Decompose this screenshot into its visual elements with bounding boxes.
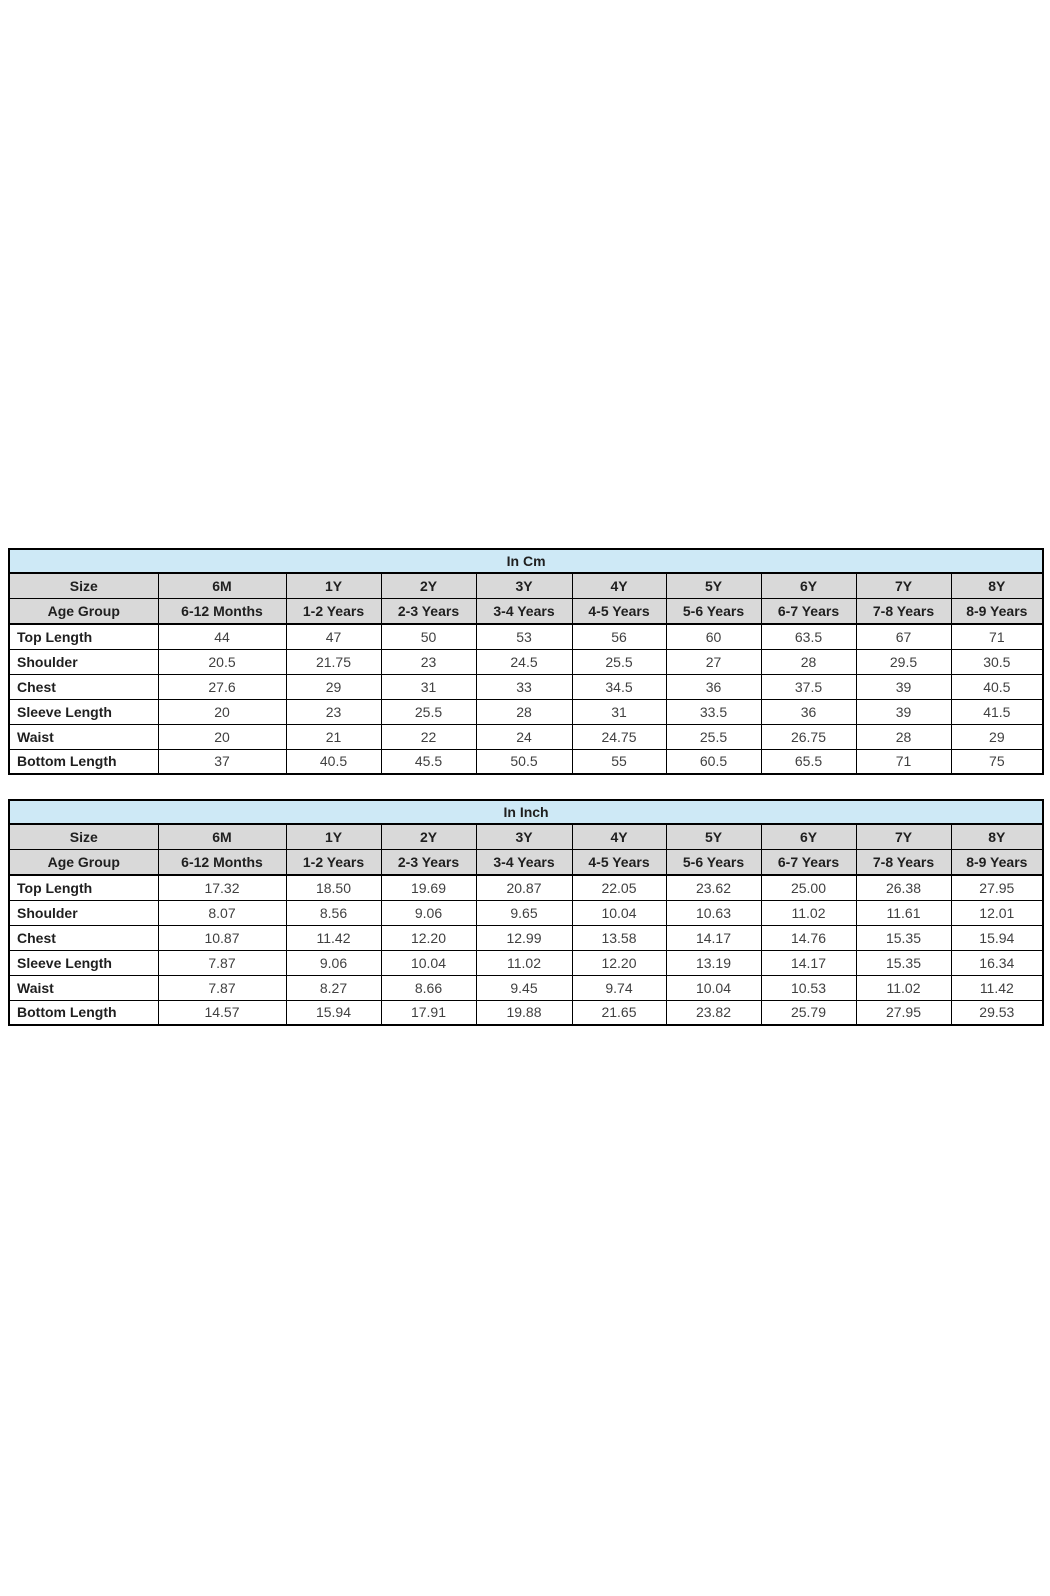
measurement-label: Sleeve Length [9,699,158,724]
measurement-value: 39 [856,674,951,699]
measurement-value: 25.5 [572,649,666,674]
measurement-value: 11.02 [761,900,856,925]
measurement-value: 27.6 [158,674,286,699]
measurement-row [9,649,1043,674]
header-cell: 8Y [951,824,1043,850]
measurement-value: 23.82 [666,1000,761,1025]
measurement-value: 44 [158,624,286,649]
measurement-row [9,749,1043,774]
measurement-value: 10.04 [572,900,666,925]
measurement-value: 27.95 [951,875,1043,900]
measurement-value: 63.5 [761,624,856,649]
measurement-value: 26.38 [856,875,951,900]
measurement-value: 33.5 [666,699,761,724]
measurement-value: 28 [476,699,572,724]
measurement-label: Bottom Length [9,749,158,774]
header-cell: 6-7 Years [761,850,856,876]
header-cell: 5Y [666,573,761,599]
measurement-label: Chest [9,925,158,950]
age-group-header-row [9,599,1043,625]
measurement-value: 25.5 [381,699,476,724]
measurement-value: 28 [761,649,856,674]
measurement-label: Bottom Length [9,1000,158,1025]
measurement-value: 29.5 [856,649,951,674]
measurement-value: 40.5 [951,674,1043,699]
header-cell: 4Y [572,824,666,850]
measurement-value: 34.5 [572,674,666,699]
measurement-row [9,875,1043,900]
measurement-value: 21 [286,724,381,749]
measurement-value: 12.20 [381,925,476,950]
measurement-value: 20 [158,699,286,724]
measurement-value: 25.79 [761,1000,856,1025]
table-title-row [9,549,1043,573]
size-chart-cm-section [8,548,1044,775]
measurement-value: 10.04 [666,975,761,1000]
measurement-value: 45.5 [381,749,476,774]
measurement-value: 22.05 [572,875,666,900]
table-body [9,573,1043,774]
measurement-value: 50.5 [476,749,572,774]
size-header-row [9,824,1043,850]
header-cell: 8-9 Years [951,850,1043,876]
header-cell: 3Y [476,573,572,599]
measurement-value: 8.07 [158,900,286,925]
measurement-value: 8.56 [286,900,381,925]
measurement-value: 30.5 [951,649,1043,674]
measurement-value: 17.32 [158,875,286,900]
measurement-row [9,674,1043,699]
measurement-value: 11.02 [856,975,951,1000]
size-table-inch [8,799,1044,1026]
measurement-value: 40.5 [286,749,381,774]
measurement-value: 14.17 [761,950,856,975]
size-chart-inch-section [8,799,1044,1026]
measurement-value: 9.06 [381,900,476,925]
header-cell: 1-2 Years [286,599,381,625]
header-cell: 1Y [286,573,381,599]
measurement-value: 24.75 [572,724,666,749]
header-cell: 5-6 Years [666,599,761,625]
measurement-value: 27.95 [856,1000,951,1025]
measurement-row [9,900,1043,925]
measurement-value: 71 [951,624,1043,649]
measurement-value: 16.34 [951,950,1043,975]
measurement-value: 9.06 [286,950,381,975]
header-cell: 6-12 Months [158,850,286,876]
measurement-value: 29 [951,724,1043,749]
measurement-value: 12.01 [951,900,1043,925]
header-cell: 6M [158,824,286,850]
measurement-value: 56 [572,624,666,649]
measurement-value: 11.42 [286,925,381,950]
table-title: In Inch [9,800,1043,824]
age-group-header-row [9,850,1043,876]
measurement-row [9,925,1043,950]
measurement-value: 18.50 [286,875,381,900]
measurement-value: 8.66 [381,975,476,1000]
measurement-value: 20.87 [476,875,572,900]
measurement-value: 21.75 [286,649,381,674]
measurement-label: Waist [9,724,158,749]
measurement-value: 23 [381,649,476,674]
measurement-value: 25.00 [761,875,856,900]
measurement-label: Shoulder [9,900,158,925]
measurement-value: 13.19 [666,950,761,975]
measurement-value: 24.5 [476,649,572,674]
measurement-label: Shoulder [9,649,158,674]
measurement-value: 14.57 [158,1000,286,1025]
measurement-label: Chest [9,674,158,699]
measurement-value: 21.65 [572,1000,666,1025]
header-cell: 6-12 Months [158,599,286,625]
measurement-value: 14.17 [666,925,761,950]
header-cell: 7-8 Years [856,850,951,876]
header-cell: 6Y [761,824,856,850]
measurement-label: Sleeve Length [9,950,158,975]
measurement-row [9,1000,1043,1025]
measurement-value: 31 [572,699,666,724]
measurement-value: 65.5 [761,749,856,774]
header-cell: 3-4 Years [476,850,572,876]
measurement-value: 26.75 [761,724,856,749]
header-cell: 2-3 Years [381,599,476,625]
table-body [9,824,1043,1025]
header-cell: 6-7 Years [761,599,856,625]
measurement-row [9,975,1043,1000]
measurement-value: 55 [572,749,666,774]
header-cell: 2-3 Years [381,850,476,876]
measurement-value: 11.02 [476,950,572,975]
measurement-value: 71 [856,749,951,774]
table-title-row [9,800,1043,824]
header-row-label: Size [9,824,158,850]
header-row-label: Age Group [9,850,158,876]
measurement-value: 24 [476,724,572,749]
measurement-value: 9.65 [476,900,572,925]
measurement-value: 19.69 [381,875,476,900]
header-cell: 8Y [951,573,1043,599]
measurement-value: 23 [286,699,381,724]
measurement-value: 10.04 [381,950,476,975]
header-cell: 2Y [381,824,476,850]
measurement-value: 27 [666,649,761,674]
header-cell: 3Y [476,824,572,850]
header-row-label: Size [9,573,158,599]
size-header-row [9,573,1043,599]
header-row-label: Age Group [9,599,158,625]
size-table-cm [8,548,1044,775]
measurement-value: 22 [381,724,476,749]
measurement-value: 15.35 [856,925,951,950]
measurement-value: 28 [856,724,951,749]
measurement-value: 11.42 [951,975,1043,1000]
measurement-value: 25.5 [666,724,761,749]
measurement-value: 7.87 [158,975,286,1000]
header-cell: 6Y [761,573,856,599]
measurement-label: Top Length [9,624,158,649]
measurement-value: 11.61 [856,900,951,925]
measurement-value: 20 [158,724,286,749]
measurement-value: 9.45 [476,975,572,1000]
measurement-value: 10.53 [761,975,856,1000]
header-cell: 1Y [286,824,381,850]
measurement-label: Waist [9,975,158,1000]
header-cell: 4-5 Years [572,599,666,625]
measurement-value: 19.88 [476,1000,572,1025]
measurement-value: 20.5 [158,649,286,674]
measurement-value: 36 [761,699,856,724]
measurement-value: 12.99 [476,925,572,950]
measurement-value: 53 [476,624,572,649]
measurement-value: 60.5 [666,749,761,774]
header-cell: 6M [158,573,286,599]
header-cell: 5Y [666,824,761,850]
header-cell: 4Y [572,573,666,599]
measurement-value: 13.58 [572,925,666,950]
measurement-value: 75 [951,749,1043,774]
measurement-value: 12.20 [572,950,666,975]
measurement-value: 36 [666,674,761,699]
measurement-value: 8.27 [286,975,381,1000]
header-cell: 1-2 Years [286,850,381,876]
measurement-value: 15.94 [286,1000,381,1025]
measurement-value: 15.35 [856,950,951,975]
measurement-value: 37 [158,749,286,774]
header-cell: 3-4 Years [476,599,572,625]
header-cell: 2Y [381,573,476,599]
header-cell: 5-6 Years [666,850,761,876]
measurement-value: 67 [856,624,951,649]
measurement-value: 29.53 [951,1000,1043,1025]
header-cell: 7-8 Years [856,599,951,625]
measurement-value: 50 [381,624,476,649]
measurement-row [9,950,1043,975]
measurement-value: 15.94 [951,925,1043,950]
measurement-value: 39 [856,699,951,724]
header-cell: 4-5 Years [572,850,666,876]
header-cell: 7Y [856,573,951,599]
measurement-value: 10.87 [158,925,286,950]
measurement-value: 31 [381,674,476,699]
measurement-value: 37.5 [761,674,856,699]
measurement-row [9,624,1043,649]
table-title: In Cm [9,549,1043,573]
measurement-value: 33 [476,674,572,699]
measurement-value: 29 [286,674,381,699]
measurement-value: 10.63 [666,900,761,925]
measurement-value: 17.91 [381,1000,476,1025]
measurement-value: 23.62 [666,875,761,900]
header-cell: 8-9 Years [951,599,1043,625]
header-cell: 7Y [856,824,951,850]
measurement-value: 14.76 [761,925,856,950]
measurement-label: Top Length [9,875,158,900]
measurement-row [9,724,1043,749]
measurement-value: 7.87 [158,950,286,975]
measurement-value: 47 [286,624,381,649]
measurement-value: 41.5 [951,699,1043,724]
measurement-value: 9.74 [572,975,666,1000]
measurement-value: 60 [666,624,761,649]
measurement-row [9,699,1043,724]
